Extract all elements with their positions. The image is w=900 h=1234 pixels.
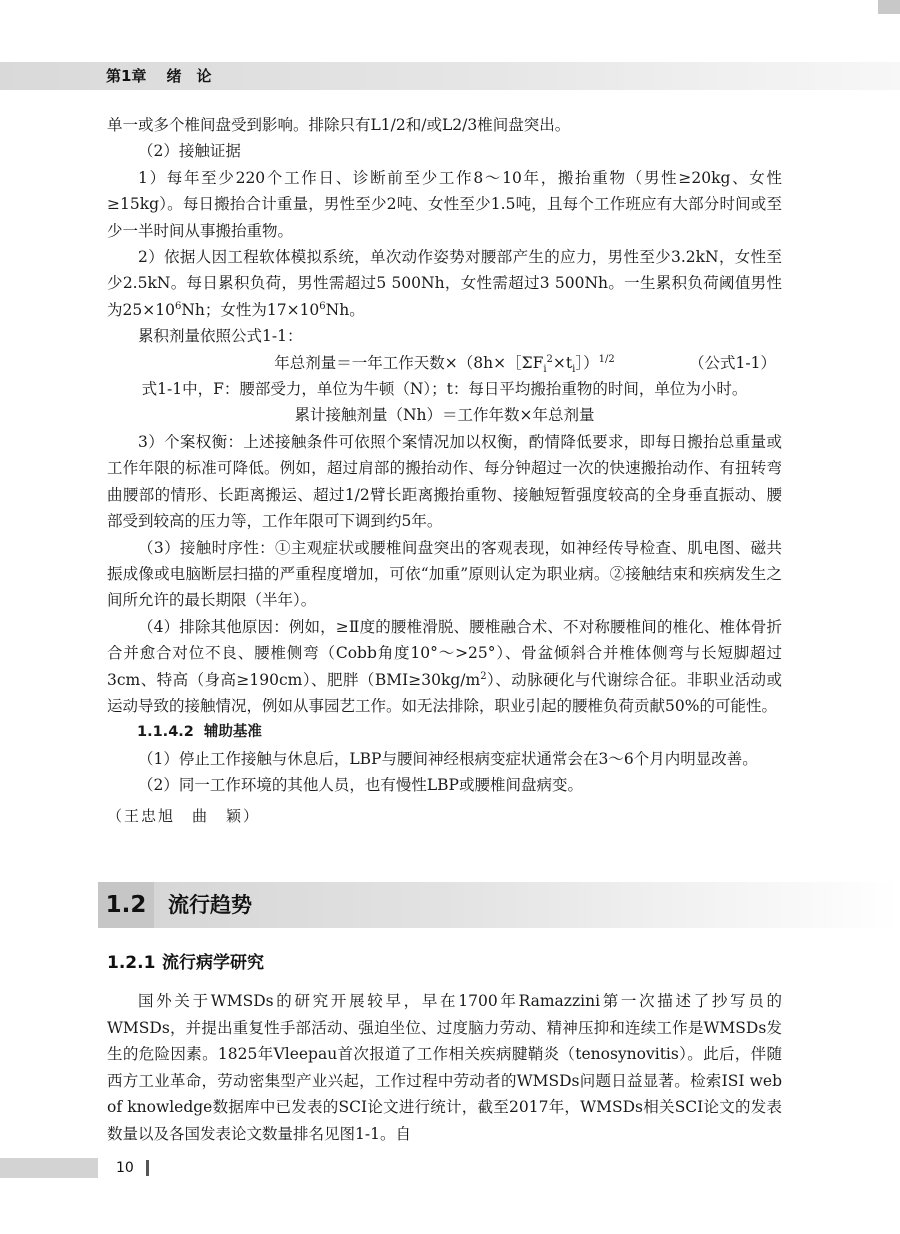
corner-tab xyxy=(878,0,900,14)
paragraph: （2）接触证据 xyxy=(138,142,241,161)
paragraph: （3）接触时序性：①主观症状或腰椎间盘突出的客观表现，如神经传导检查、肌电图、磁共振成像或电脑断层扫描的严重程度增加，可依“加重”原则认定为职业病。②接触结束和疾病发生之间所允许的最长期限（半年）。 xyxy=(107,538,782,610)
section-heading xyxy=(98,882,900,928)
formula-text: ×t xyxy=(552,353,573,372)
author-signature: （王忠旭 曲 颖） xyxy=(107,806,261,825)
section-number: 1.2 xyxy=(98,882,154,928)
subsection-title: 流行病学研究 xyxy=(162,953,264,973)
page-number-divider xyxy=(146,1160,149,1176)
paragraph: 国外关于WMSDs的研究开展较早，早在1700年Ramazzini第一次描述了抄写员的WMSDs，并提出重复性手部活动、强迫坐位、过度脑力劳动、精神压抑和连续工作是WMSDs发生的危险因素。1825年Vleepau首次报道了工作相关疾病腱鞘炎（tenosynovitis）。此后，伴随西方工业革命，劳动密集型产业兴起，工作过程中劳动者的WMSDs问题日益显著。检索ISI web of knowledge数据库中已发表的SCI论文进行统计，截至2017年，WMSDs相关SCI论文的发表数量以及各国发表论文数量排名见图1-1。自 xyxy=(107,992,782,1143)
subsection-heading xyxy=(107,950,264,976)
formula-text: ］） xyxy=(575,353,599,372)
paragraph xyxy=(107,614,782,720)
paragraph: 单一或多个椎间盘受到影响。排除只有L1/2和/或L2/3椎间盘突出。 xyxy=(107,116,571,134)
paragraph: （1）停止工作接触与休息后，LBP与腰间神经根病变症状通常会在3～6个月内明显改善。 xyxy=(138,749,758,768)
chapter-title: 绪 论 xyxy=(166,67,212,85)
formula-tag: （公式1-1） xyxy=(689,353,776,372)
footer-band xyxy=(0,1158,98,1178)
subsection-number: 1.2.1 xyxy=(107,953,156,973)
subheading-1-1-4-2 xyxy=(107,719,782,745)
section-title: 流行趋势 xyxy=(168,893,252,917)
text-run: （4）排除其他原因：例如，≥Ⅱ度的腰椎滑脱、腰椎融合术、不对称腰椎间的椎化、椎体骨折合并愈合对位不良、腰椎侧弯（Cobb角度10°～>25°）、骨盆倾斜合并椎体侧弯与长短脚超过3cm、特高（身高≥190cm）、肥胖（BMI≥30kg/m xyxy=(107,617,782,689)
superscript: 1/2 xyxy=(598,353,615,365)
text-run: Nh。 xyxy=(325,300,365,319)
section-text xyxy=(107,988,782,1148)
text-run: 2）依据人因工程软体模拟系统，单次动作姿势对腰部产生的应力，男性至少3.2kN，女性至少2.5kN。每日累积负荷，男性需超过5 500Nh，女性需超过3 500Nh。一生累积负荷阈值男性为25×10 xyxy=(107,248,782,319)
chapter-label: 第1章 xyxy=(106,67,147,85)
subheading-number: 1.1.4.2 xyxy=(137,724,194,741)
paragraph xyxy=(107,244,782,323)
superscript: 2 xyxy=(480,670,487,682)
formula-accumulated: 累计接触剂量（Nh）＝工作年数×年总剂量 xyxy=(294,406,595,425)
superscript: 6 xyxy=(319,300,326,312)
main-text xyxy=(107,112,782,829)
superscript: 6 xyxy=(174,300,182,312)
chapter-header-band xyxy=(0,62,900,90)
text-run: Nh；女性为17×10 xyxy=(181,300,320,319)
paragraph: 式1-1中，F：腰部受力，单位为牛顿（N）；t：每日平均搬抬重物的时间，单位为小时。 xyxy=(141,380,748,399)
paragraph: 1）每年至少220个工作日、诊断前至少工作8～10年，搬抬重物（男性≥20kg、女性≥15kg）。每日搬抬合计重量，男性至少2吨、女性至少1.5吨，且每个工作班应有大部分时间或至少一半时间从事搬抬重物。 xyxy=(107,168,782,240)
paragraph: 累积剂量依照公式1-1： xyxy=(138,327,303,346)
formula-1-1 xyxy=(107,350,782,376)
chapter-header xyxy=(106,62,211,90)
superscript: 2 xyxy=(546,353,553,365)
paragraph: 3）个案权衡：上述接触条件可依照个案情况加以权衡，酌情降低要求，即每日搬抬总重量或工作年限的标准可降低。例如，超过肩部的搬抬动作、每分钟超过一次的快速搬抬动作、有扭转弯曲腰部的情形、长距离搬运、超过1/2臂长距离搬抬重物、接触短暂强度较高的全身垂直振动、腰部受到较高的压力等，工作年限可下调到约5年。 xyxy=(107,432,782,531)
subscript: i xyxy=(543,363,547,375)
subheading-title: 辅助基准 xyxy=(203,724,262,741)
page-number: 10 xyxy=(116,1160,134,1176)
text-run: ）、动脉硬化与代谢综合征。非职业活动或运动导致的接触情况，例如从事园艺工作。如无法排除，职业引起的腰椎负荷贡献50%的可能性。 xyxy=(107,670,782,715)
formula-text: 年总剂量＝一年工作天数×（8h×［ΣF xyxy=(274,353,544,372)
paragraph: （2）同一工作环境的其他人员，也有慢性LBP或腰椎间盘病变。 xyxy=(138,776,583,795)
subscript: i xyxy=(572,363,576,375)
